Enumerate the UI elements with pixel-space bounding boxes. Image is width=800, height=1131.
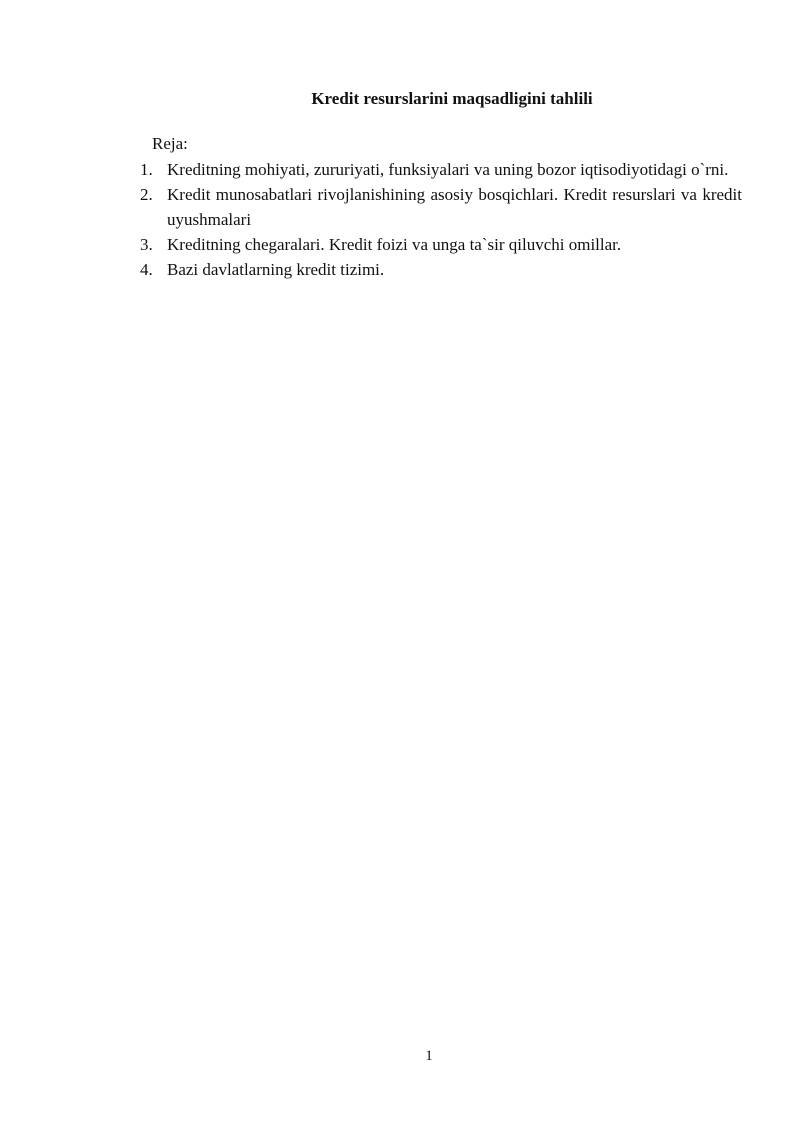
plan-item-number: 1. [140,160,153,179]
plan-item [140,182,742,232]
plan-item-number: 3. [140,235,153,254]
plan-item-number: 4. [140,260,153,279]
plan-label: Reja: [152,134,188,153]
plan-item-text: Bazi davlatlarning kredit tizimi. [167,260,385,279]
plan-item [140,157,742,182]
plan-item [140,232,742,257]
plan-item-text: Kreditning mohiyati, zururiyati, funksiyalari va uning bozor iqtisodiyotidagi o`rni. [167,160,729,179]
plan-item-text: Kreditning chegaralari. Kredit foizi va unga ta`sir qiluvchi omillar. [167,235,622,254]
plan-item-text: Kredit munosabatlari rivojlanishining asosiy bosqichlari. Kredit resurslari va kredit uyushmalari [167,185,742,229]
page-number: 1 [425,1048,433,1064]
plan-item [140,257,742,282]
document-title: Kredit resurslarini maqsadligini tahlili [311,89,593,108]
plan-item-number: 2. [140,185,153,204]
plan-list [140,157,742,282]
